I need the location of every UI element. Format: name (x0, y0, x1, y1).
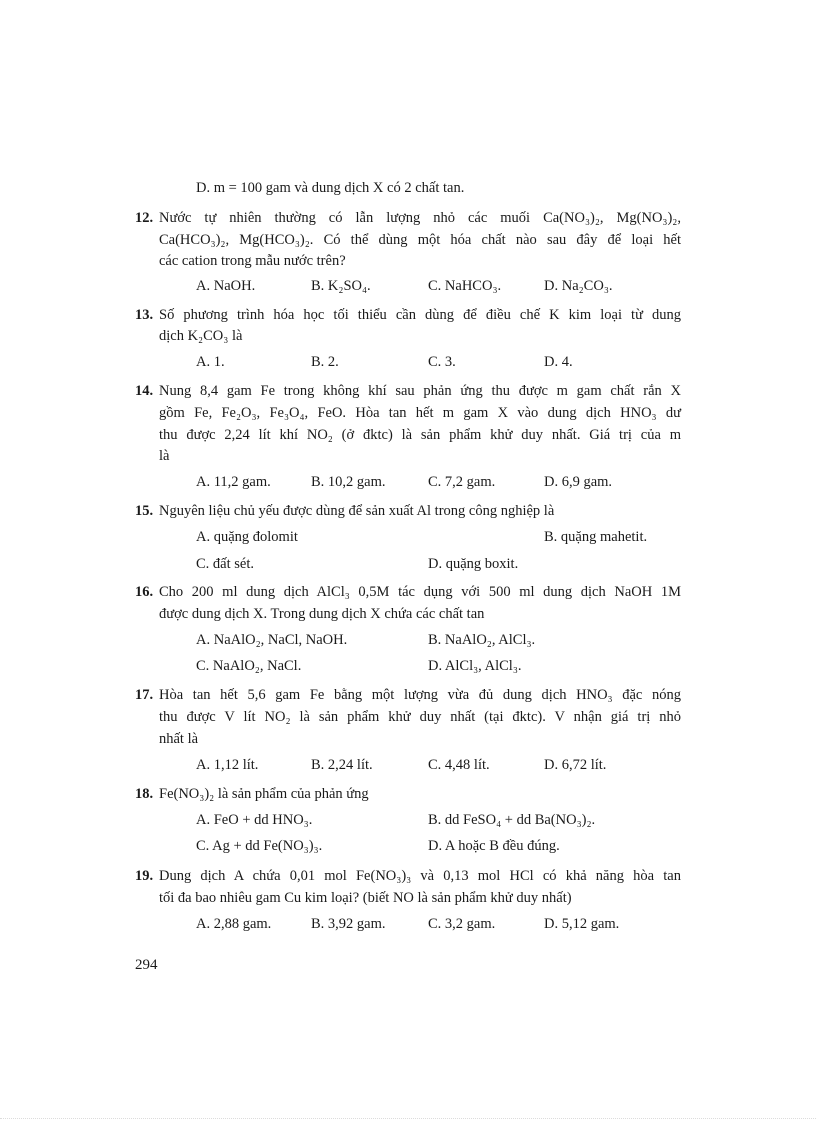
question-18-option-b: B. dd FeSO₄ + dd Ba(NO₃)₂. (428, 812, 596, 828)
question-17-option-b: B. 2,24 lít. (311, 757, 373, 773)
question-17-line-3: nhất là (159, 731, 199, 747)
question-17-number: 17. (135, 687, 154, 703)
question-17-option-a: A. 1,12 lít. (196, 757, 259, 773)
question-19-option-b: B. 3,92 gam. (311, 916, 386, 932)
question-16-line-2: được dung dịch X. Trong dung dịch X chứa các chất tan (159, 606, 485, 622)
page-bottom-divider (0, 1118, 816, 1119)
question-19-line-1: Dung dịch A chứa 0,01 mol Fe(NO₃)₃ và 0,13 mol HCl có khả năng hòa tan (159, 868, 681, 884)
question-14-option-b: B. 10,2 gam. (311, 474, 386, 490)
question-19-line-2: tối đa bao nhiêu gam Cu kim loại? (biết NO là sản phẩm khử duy nhất) (159, 890, 572, 906)
question-16-number: 16. (135, 584, 154, 600)
page-number: 294 (135, 957, 158, 973)
question-12-option-d: D. Na₂CO₃. (544, 278, 613, 294)
question-19-option-c: C. 3,2 gam. (428, 916, 496, 932)
question-12-option-b: B. K₂SO₄. (311, 278, 371, 294)
question-14-line-1: Nung 8,4 gam Fe trong không khí sau phản ứng thu được m gam chất rắn X (159, 383, 681, 399)
question-14-option-a: A. 11,2 gam. (196, 474, 271, 490)
question-16-option-a: A. NaAlO₂, NaCl, NaOH. (196, 632, 348, 648)
question-14-option-d: D. 6,9 gam. (544, 474, 613, 490)
question-18-number: 18. (135, 786, 154, 802)
question-13-option-d: D. 4. (544, 354, 573, 370)
question-18-option-a: A. FeO + dd HNO₃. (196, 812, 313, 828)
question-12-option-a: A. NaOH. (196, 278, 256, 294)
question-15-option-a: A. quặng đolomit (196, 529, 298, 545)
question-16-option-b: B. NaAlO₂, AlCl₃. (428, 632, 536, 648)
question-12-option-c: C. NaHCO₃. (428, 278, 502, 294)
question-12-line-1: Nước tự nhiên thường có lẫn lượng nhỏ các muối Ca(NO₃)₂, Mg(NO₃)₂, (159, 210, 681, 226)
question-14-line-3: thu được 2,24 lít khí NO₂ (ở đktc) là sản phẩm khử duy nhất. Giá trị của m (159, 427, 681, 443)
question-13-line-2: dịch K₂CO₃ là (159, 328, 243, 344)
question-15-option-d: D. quặng boxit. (428, 556, 519, 572)
question-17-line-1: Hòa tan hết 5,6 gam Fe bằng một lượng vừa đủ dung dịch HNO₃ đặc nóng (159, 687, 681, 703)
question-16-option-c: C. NaAlO₂, NaCl. (196, 658, 302, 674)
question-12-line-3: các cation trong mẫu nước trên? (159, 253, 346, 269)
question-17-line-2: thu được V lít NO₂ là sản phẩm khử duy nhất (tại đktc). V nhận giá trị nhỏ (159, 709, 681, 725)
question-13-option-c: C. 3. (428, 354, 456, 370)
question-15-number: 15. (135, 503, 154, 519)
question-16-option-d: D. AlCl₃, AlCl₃. (428, 658, 522, 674)
question-13-option-a: A. 1. (196, 354, 225, 370)
question-15-option-c: C. đất sét. (196, 556, 254, 572)
question-14-line-2: gồm Fe, Fe₂O₃, Fe₃O₄, FeO. Hòa tan hết m gam X vào dung dịch HNO₃ dư (159, 405, 681, 421)
question-19-option-d: D. 5,12 gam. (544, 916, 620, 932)
question-14-option-c: C. 7,2 gam. (428, 474, 496, 490)
question-16-line-1: Cho 200 ml dung dịch AlCl₃ 0,5M tác dụng với 500 ml dung dịch NaOH 1M (159, 584, 681, 600)
question-17-option-d: D. 6,72 lít. (544, 757, 607, 773)
question-13-option-b: B. 2. (311, 354, 339, 370)
question-13-number: 13. (135, 307, 154, 323)
question-12-line-2: Ca(HCO₃)₂, Mg(HCO₃)₂. Có thể dùng một hóa chất nào sau đây để loại hết (159, 232, 681, 248)
previous-question-option-d: D. m = 100 gam và dung dịch X có 2 chất tan. (196, 180, 465, 196)
question-19-option-a: A. 2,88 gam. (196, 916, 272, 932)
question-14-line-4: là (159, 448, 170, 464)
question-18-option-c: C. Ag + dd Fe(NO₃)₃. (196, 838, 323, 854)
question-14-number: 14. (135, 383, 154, 399)
question-13-line-1: Số phương trình hóa học tối thiểu cần dùng để điều chế K kim loại từ dung (159, 307, 681, 323)
question-17-option-c: C. 4,48 lít. (428, 757, 490, 773)
question-19-number: 19. (135, 868, 154, 884)
question-15-option-b: B. quặng mahetit. (544, 529, 648, 545)
question-12-number: 12. (135, 210, 154, 226)
question-18-option-d: D. A hoặc B đều đúng. (428, 838, 560, 854)
question-15-line-1: Nguyên liệu chủ yếu được dùng để sản xuất Al trong công nghiệp là (159, 503, 555, 519)
question-18-line-1: Fe(NO₃)₂ là sản phẩm của phản ứng (159, 786, 369, 802)
